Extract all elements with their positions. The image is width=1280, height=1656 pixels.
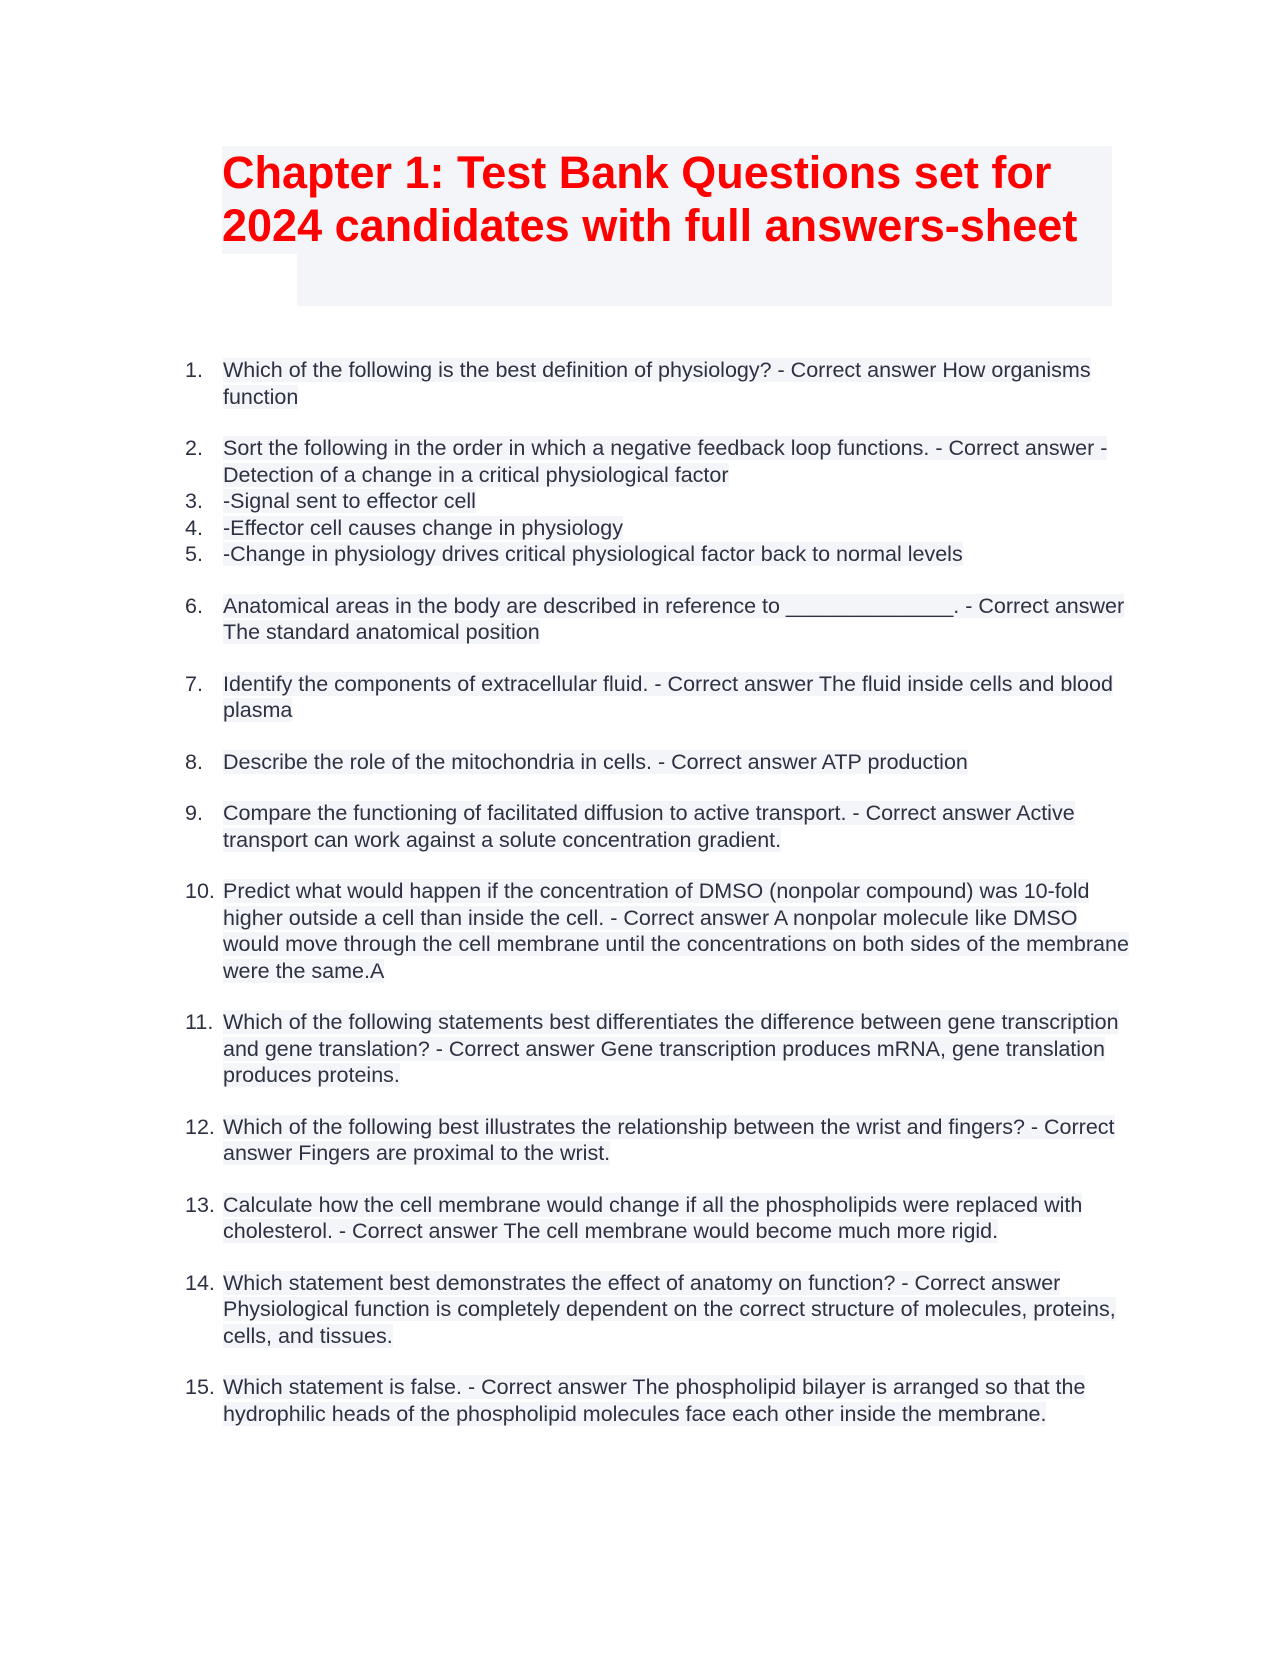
list-item-body (223, 1374, 1130, 1427)
page-title: Chapter 1: Test Bank Questions set for 2024 candidates with full answers-sheet (222, 147, 1078, 251)
list-item-number: 7. (185, 671, 203, 696)
list-item-number: 5. (185, 542, 203, 566)
list-item-number: 8. (185, 749, 203, 774)
list-item-body (223, 1270, 1130, 1350)
list-item-body (223, 435, 1130, 488)
list-item-text: -Signal sent to effector cell (223, 489, 476, 513)
list-item (185, 878, 1130, 984)
list-item-text: Which statement is false. - Correct answer The phospholipid bilayer is arranged so that the hydrophilic heads of the phospholipid molecules face each other inside the membrane. (223, 1375, 1086, 1426)
list-item-body (223, 488, 1130, 515)
list-item (185, 1374, 1130, 1427)
list-item-number: 14. (185, 1270, 215, 1295)
list-item (185, 1270, 1130, 1350)
title-highlight-tail (297, 254, 1112, 306)
list-item-text: Describe the role of the mitochondria in cells. - Correct answer ATP production (223, 749, 968, 774)
list-item (185, 488, 1130, 515)
list-item-number: 12. (185, 1114, 215, 1139)
list-item-body (223, 1192, 1130, 1245)
list-item (185, 515, 1130, 542)
list-item-number: 9. (185, 801, 203, 825)
question-list (185, 357, 1130, 1427)
list-item-body (223, 541, 1130, 568)
list-item-text: Identify the components of extracellular fluid. - Correct answer The fluid inside cells and blood plasma (223, 671, 1113, 722)
list-item-body (223, 1009, 1130, 1089)
list-item (185, 435, 1130, 488)
list-item-text: Which statement best demonstrates the effect of anatomy on function? - Correct answer Physiological function is completely dependent on the correct structure of molecules, proteins, cells, and tissues. (223, 1270, 1116, 1348)
list-item-text: Sort the following in the order in which a negative feedback loop functions. - Correct answer -Detection of a change in a critical physiological factor (223, 436, 1108, 487)
list-item-text: Which of the following statements best differentiates the difference between gene transcription and gene translation? - Correct answer Gene transcription produces mRNA, gene translation produces proteins. (223, 1010, 1119, 1087)
list-item-number: 11. (185, 1010, 214, 1034)
list-item-body (223, 593, 1130, 646)
list-item-number: 13. (185, 1192, 215, 1217)
list-item-text: Which of the following best illustrates the relationship between the wrist and fingers? - Correct answer Fingers are proximal to the wrist. (223, 1114, 1115, 1165)
list-item-text: Anatomical areas in the body are described in reference to ______________. - Correct answer The standard anatomical position (223, 593, 1125, 644)
list-item-text: Predict what would happen if the concentration of DMSO (nonpolar compound) was 10-fold higher outside a cell than inside the cell. - Correct answer A nonpolar molecule like DMSO would move through the cell membrane until the concentrations on both sides of the membrane were the same.A (223, 879, 1129, 983)
list-item (185, 1009, 1130, 1089)
list-item-body (223, 1114, 1130, 1167)
list-item (185, 593, 1130, 646)
list-item-number: 3. (185, 489, 203, 513)
list-item-number: 15. (185, 1375, 215, 1399)
list-item (185, 541, 1130, 568)
list-item (185, 1192, 1130, 1245)
list-item-body (223, 515, 1130, 542)
list-item-text: Which of the following is the best definition of physiology? - Correct answer How organisms function (223, 358, 1091, 409)
list-item (185, 800, 1130, 853)
list-item (185, 749, 1130, 776)
list-item (185, 1114, 1130, 1167)
list-item (185, 357, 1130, 410)
list-item-number: 6. (185, 593, 203, 618)
list-item-body (223, 671, 1130, 724)
list-item-number: 2. (185, 436, 203, 460)
list-item-text: Compare the functioning of facilitated diffusion to active transport. - Correct answer Active transport can work against a solute concentration gradient. (223, 801, 1075, 852)
list-item-number: 10. (185, 879, 215, 903)
list-item-text: Calculate how the cell membrane would change if all the phospholipids were replaced with cholesterol. - Correct answer The cell membrane would become much more rigid. (223, 1192, 1083, 1243)
list-item-body (223, 878, 1130, 984)
list-item-number: 4. (185, 515, 203, 540)
list-item (185, 671, 1130, 724)
list-item-body (223, 749, 1130, 776)
list-item-number: 1. (185, 358, 203, 382)
list-item-text: -Effector cell causes change in physiology (223, 515, 623, 540)
list-item-text: -Change in physiology drives critical physiological factor back to normal levels (223, 542, 963, 566)
title-block (222, 146, 1112, 306)
list-item-body (223, 357, 1130, 410)
list-item-body (223, 800, 1130, 853)
